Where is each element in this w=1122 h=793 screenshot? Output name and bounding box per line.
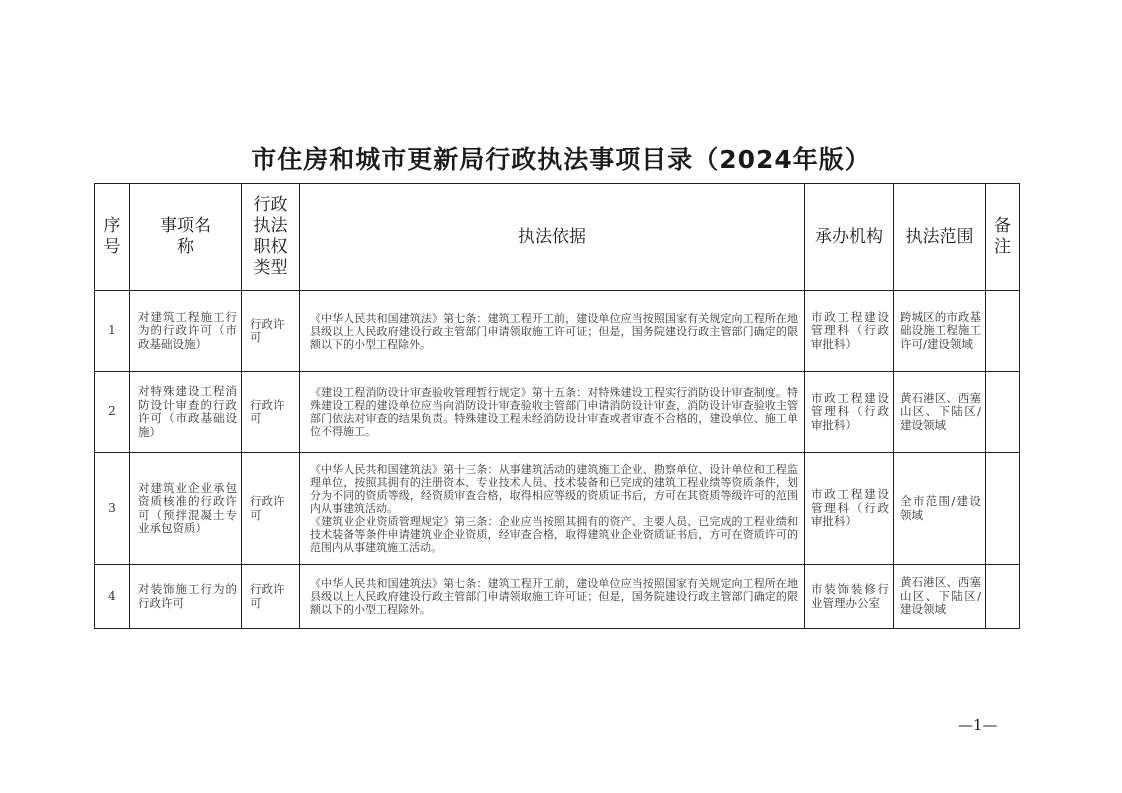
- row-name: 对装饰施工行为的行政许可: [130, 565, 242, 629]
- row-dept: 市政工程建设管理科（行政审批科）: [805, 372, 894, 453]
- row-type: 行政许可: [242, 372, 300, 453]
- document-title: 市住房和城市更新局行政执法事项目录（2024年版）: [251, 145, 871, 174]
- table-row: [95, 372, 1020, 453]
- row-scope: 全市范围/建设领域: [894, 453, 986, 565]
- row-index: 3: [95, 453, 130, 565]
- row-index: 2: [95, 372, 130, 453]
- header-basis: 执法依据: [300, 184, 805, 291]
- header-scope: 执法范围: [894, 184, 986, 291]
- row-name: 对特殊建设工程消防设计审查的行政许可（市政基础设施）: [130, 372, 242, 453]
- row-basis: 《建设工程消防设计审查验收管理暂行规定》第十五条：对特殊建设工程实行消防设计审查制度。特殊建设工程的建设单位应当向消防设计审查验收主管部门申请消防设计审查，消防设计审查验收主管部门依法对审查的结果负责。特殊建设工程未经消防设计审查或者审查不合格的，建设单位、施工单位不得施工。: [300, 372, 805, 453]
- table-row: [95, 291, 1020, 372]
- row-basis: 《中华人民共和国建筑法》第七条：建筑工程开工前，建设单位应当按照国家有关规定向工程所在地县级以上人民政府建设行政主管部门申请领取施工许可证；但是，国务院建设行政主管部门确定的限额以下的小型工程除外。: [300, 565, 805, 629]
- row-type: 行政许可: [242, 291, 300, 372]
- header-name: 事项名称: [130, 184, 242, 291]
- row-remark: [986, 291, 1020, 372]
- row-name: 对建筑业企业承包资质核准的行政许可（预拌混凝土专业承包资质）: [130, 453, 242, 565]
- row-dept: 市政工程建设管理科（行政审批科）: [805, 453, 894, 565]
- enforcement-items-table: [94, 183, 1020, 629]
- row-type: 行政许可: [242, 453, 300, 565]
- table-row: [95, 453, 1020, 565]
- row-index: 1: [95, 291, 130, 372]
- row-basis: 《中华人民共和国建筑法》第七条：建筑工程开工前，建设单位应当按照国家有关规定向工程所在地县级以上人民政府建设行政主管部门申请领取施工许可证；但是，国务院建设行政主管部门确定的限额以下的小型工程除外。: [300, 291, 805, 372]
- row-remark: [986, 372, 1020, 453]
- header-remark: 备注: [986, 184, 1020, 291]
- row-index: 4: [95, 565, 130, 629]
- row-dept: 市装饰装修行业管理办公室: [805, 565, 894, 629]
- row-scope: 跨城区的市政基础设施工程施工许可/建设领域: [894, 291, 986, 372]
- header-type: 行政执法职权类型: [242, 184, 300, 291]
- table-row: [95, 565, 1020, 629]
- header-dept: 承办机构: [805, 184, 894, 291]
- row-type: 行政许可: [242, 565, 300, 629]
- row-remark: [986, 565, 1020, 629]
- table-header-row: [95, 184, 1020, 291]
- row-dept: 市政工程建设管理科（行政审批科）: [805, 291, 894, 372]
- row-scope: 黄石港区、西塞山区、下陆区/建设领域: [894, 565, 986, 629]
- row-remark: [986, 453, 1020, 565]
- row-basis: 《中华人民共和国建筑法》第十三条：从事建筑活动的建筑施工企业、勘察单位、设计单位和工程监理单位，按照其拥有的注册资本、专业技术人员、技术装备和已完成的建筑工程业绩等资质条件，划分为不同的资质等级，经资质审查合格，取得相应等级的资质证书后，方可在其资质等级许可的范围内从事建筑活动。 《建筑业企业资质管理规定》第三条：企业应当按照其拥有的资产、主要人员、已完成的工程业绩和技术装备等条件申请建筑业企业资质，经审查合格，取得建筑业企业资质证书后，方可在资质许可的范围内从事建筑施工活动。: [300, 453, 805, 565]
- row-scope: 黄石港区、西塞山区、下陆区/建设领域: [894, 372, 986, 453]
- row-name: 对建筑工程施工行为的行政许可（市政基础设施）: [130, 291, 242, 372]
- header-index: 序号: [95, 184, 130, 291]
- page-number: —1—: [958, 716, 998, 734]
